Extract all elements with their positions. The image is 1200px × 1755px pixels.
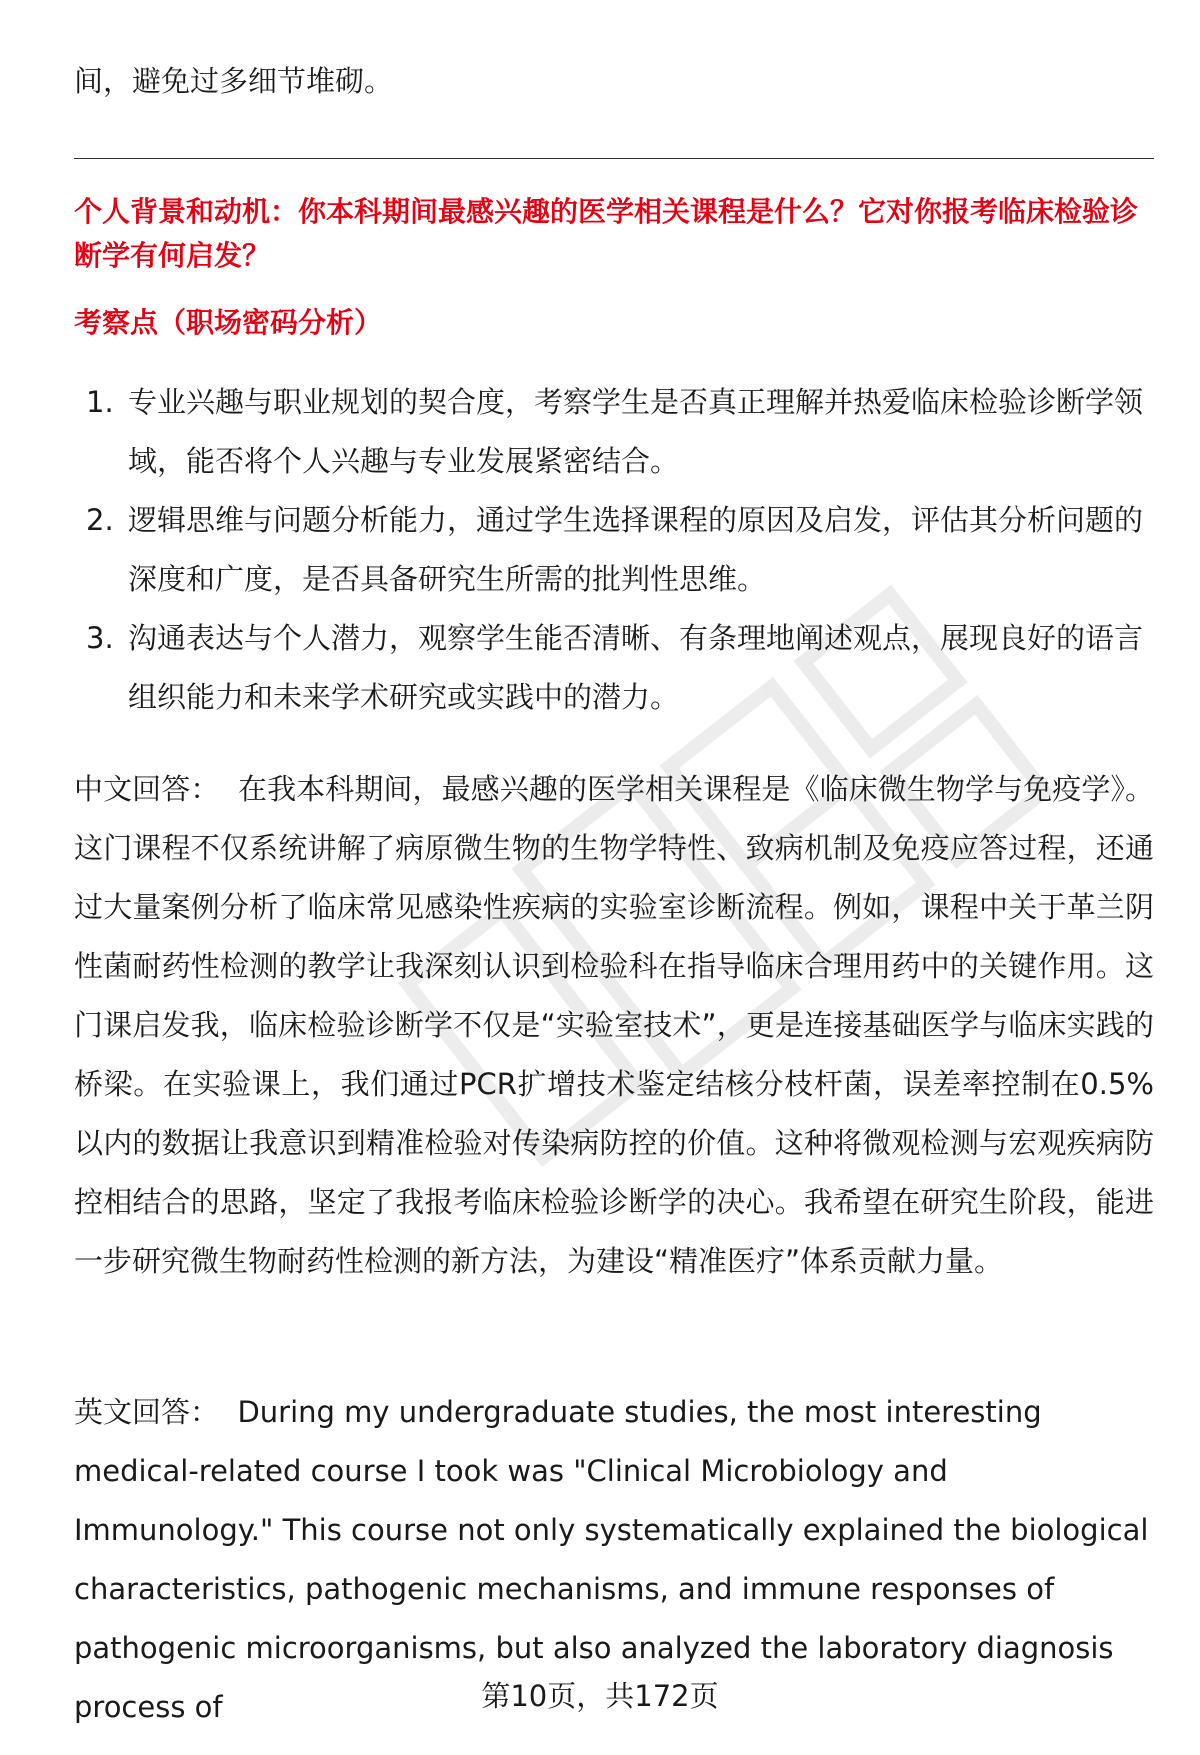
english-answer-label: 英文回答： xyxy=(74,1395,220,1429)
list-item-number: 3. xyxy=(86,621,114,655)
assessment-points-title: 考察点（职场密码分析） xyxy=(74,306,383,339)
chinese-answer xyxy=(74,760,1154,1291)
list-item xyxy=(74,491,1154,609)
list-item-number: 1. xyxy=(86,385,114,419)
question-heading: 个人背景和动机：你本科期间最感兴趣的医学相关课程是什么？它对你报考临床检验诊断学有何启发？ xyxy=(74,195,1139,272)
list-item xyxy=(74,609,1154,727)
intro-continuation: 间，避免过多细节堆砌。 xyxy=(74,64,394,98)
assessment-points-list xyxy=(74,373,1154,727)
section-divider xyxy=(74,158,1154,159)
chinese-answer-label: 中文回答： xyxy=(74,772,220,806)
list-item-number: 2. xyxy=(86,503,114,537)
list-item-text: 沟通表达与个人潜力，观察学生能否清晰、有条理地阐述观点，展现良好的语言组织能力和未来学术研究或实践中的潜力。 xyxy=(128,621,1144,714)
chinese-answer-text: 在我本科期间，最感兴趣的医学相关课程是《临床微生物学与免疫学》。这门课程不仅系统讲解了病原微生物的生物学特性、致病机制及免疫应答过程，还通过大量案例分析了临床常见感染性疾病的实验室诊断流程。例如，课程中关于革兰阴性菌耐药性检测的教学让我深刻认识到检验科在指导临床合理用药中的关键作用。这门课启发我，临床检验诊断学不仅是“实验室技术”，更是连接基础医学与临床实践的桥梁。在实验课上，我们通过PCR扩增技术鉴定结核分枝杆菌，误差率控制在0.5%以内的数据让我意识到精准检验对传染病防控的价值。这种将微观检测与宏观疾病防控相结合的思路，坚定了我报考临床检验诊断学的决心。我希望在研究生阶段，能进一步研究微生物耐药性检测的新方法，为建设“精准医疗”体系贡献力量。 xyxy=(74,772,1154,1278)
list-item xyxy=(74,373,1154,491)
english-answer-text: During my undergraduate studies, the most interesting medical-related course I took was "Clinical Microbiology and Immunology." This course not only systematically explained the biological characteristics, pathogenic mechanisms, and immune responses of pathogenic microorganisms, but also analyzed the laboratory diagnosis process of xyxy=(74,1395,1149,1724)
page-number-footer: 第10页，共172页 xyxy=(481,1679,719,1713)
list-item-text: 专业兴趣与职业规划的契合度，考察学生是否真正理解并热爱临床检验诊断学领域，能否将个人兴趣与专业发展紧密结合。 xyxy=(128,385,1144,478)
list-item-text: 逻辑思维与问题分析能力，通过学生选择课程的原因及启发，评估其分析问题的深度和广度，是否具备研究生所需的批判性思维。 xyxy=(128,503,1144,596)
